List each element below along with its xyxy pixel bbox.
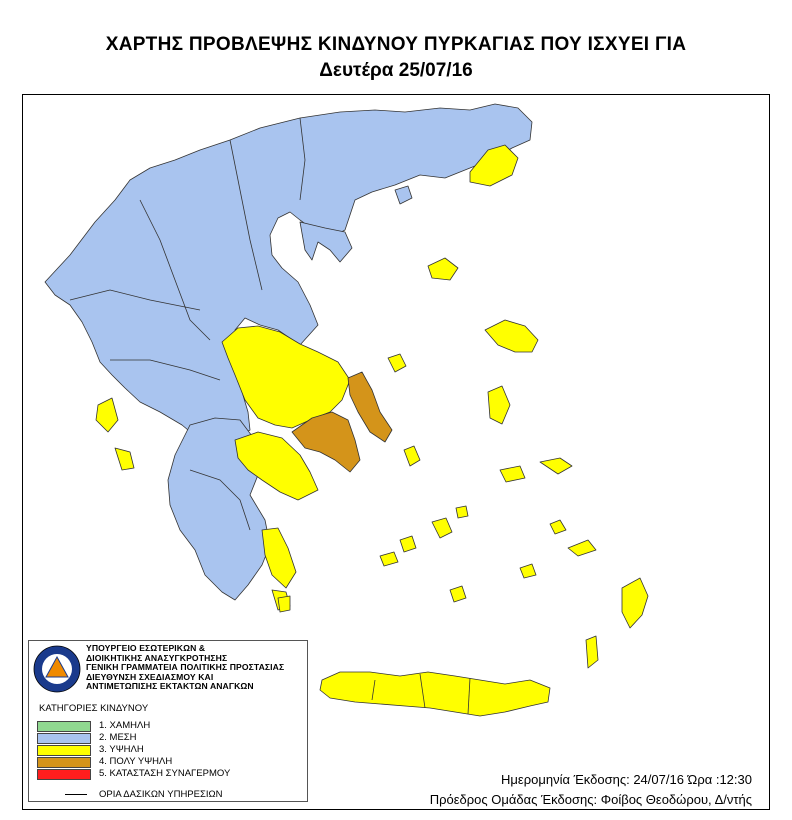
category-label: 4. ΠΟΛΥ ΥΨΗΛΗ <box>99 756 173 767</box>
agency-line: ΑΝΤΙΜΕΤΩΠΙΣΗΣ ΕΚΤΑΚΤΩΝ ΑΝΑΓΚΩΝ <box>86 681 254 692</box>
category-high <box>37 745 297 756</box>
region-crete <box>320 672 550 716</box>
island-kalymnos <box>550 520 566 534</box>
category-alert <box>37 769 297 780</box>
island-rhodes <box>622 578 648 628</box>
swatch-low <box>37 721 91 732</box>
island-paros <box>400 536 416 552</box>
category-label: 3. ΥΨΗΛΗ <box>99 744 144 755</box>
island-kefalonia <box>115 448 134 470</box>
agency-line: ΔΙΕΥΘΥΝΣΗ ΣΧΕΔΙΑΣΜΟΥ ΚΑΙ <box>86 671 214 682</box>
island-chios <box>488 386 510 424</box>
category-label: 2. ΜΕΣΗ <box>99 732 137 743</box>
swatch-high <box>37 745 91 756</box>
category-label: 1. ΧΑΜΗΛΗ <box>99 720 151 731</box>
island-lesvos <box>485 320 538 352</box>
swatch-medium <box>37 733 91 744</box>
category-label: 5. ΚΑΤΑΣΤΑΣΗ ΣΥΝΑΓΕΡΜΟΥ <box>99 768 231 779</box>
island-santorini <box>450 586 466 602</box>
legend-box <box>28 640 308 802</box>
boundary-legend <box>37 789 297 799</box>
issue-date: Ημερομηνία Έκδοσης: 24/07/16 Ώρα :12:30 <box>501 772 752 787</box>
boundary-line-sample <box>65 794 87 795</box>
island-limnos <box>428 258 458 280</box>
agency-line: ΥΠΟΥΡΓΕΙΟ ΕΣΩΤΕΡΙΚΩΝ & <box>86 643 206 653</box>
swatch-alert <box>37 769 91 780</box>
category-very-high <box>37 757 297 768</box>
island-kos <box>568 540 596 556</box>
island-naxos <box>432 518 452 538</box>
island-astypalaia <box>520 564 536 578</box>
region-peloponnese-south <box>262 528 296 588</box>
region-evia <box>348 372 392 442</box>
map-title: ΧΑΡΤΗΣ ΠΡΟΒΛΕΨΗΣ ΚΙΝΔΥΝΟΥ ΠΥΡΚΑΓΙΑΣ ΠΟΥ ΙΣΧΥΕΙ ΓΙΑ <box>105 34 687 55</box>
island-samos <box>500 466 525 482</box>
island-mykonos <box>456 506 468 518</box>
issue-chair: Πρόεδρος Ομάδας Έκδοσης: Φοίβος Θεοδώρου, Δ/ντής <box>429 792 752 807</box>
island-ikaria <box>540 458 572 474</box>
map-date: Δευτέρα 25/07/16 <box>319 60 473 81</box>
categories-title: ΚΑΤΗΓΟΡΙΕΣ ΚΙΝΔΥΝΟΥ <box>39 703 149 714</box>
island-kythira <box>278 596 290 612</box>
category-low <box>37 721 297 732</box>
swatch-very-high <box>37 757 91 768</box>
island-milos <box>380 552 398 566</box>
civil-protection-logo-icon <box>33 645 81 693</box>
boundary-label: ΟΡΙΑ ΔΑΣΙΚΩΝ ΥΠΗΡΕΣΙΩΝ <box>99 789 223 800</box>
island-karpathos <box>586 636 598 668</box>
agency-line: ΓΕΝΙΚΗ ΓΡΑΜΜΑΤΕΙΑ ΠΟΛΙΤΙΚΗΣ ΠΡΟΣΤΑΣΙΑΣ <box>86 662 285 673</box>
island-andros <box>404 446 420 466</box>
island-corfu <box>96 398 118 432</box>
island-skyros <box>388 354 406 372</box>
agency-text <box>86 644 284 692</box>
island-thassos <box>395 186 412 204</box>
category-medium <box>37 733 297 744</box>
agency-line: ΔΙΟΙΚΗΤΙΚΗΣ ΑΝΑΣΥΓΚΡΟΤΗΣΗΣ <box>86 652 228 663</box>
